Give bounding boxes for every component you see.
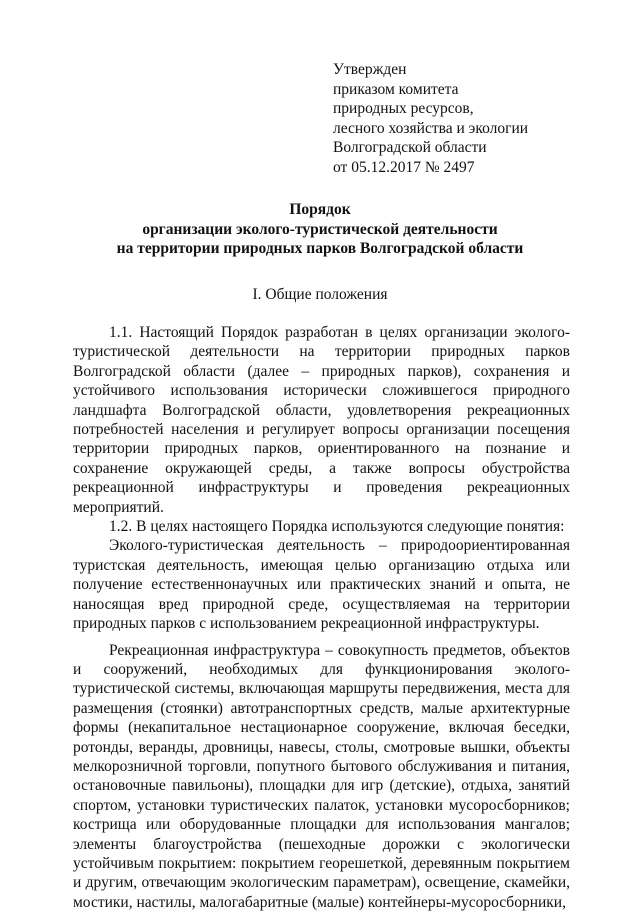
approval-line: Утвержден bbox=[333, 60, 613, 80]
title-line: Порядок bbox=[60, 200, 580, 220]
approval-line: Волгоградской области bbox=[333, 138, 613, 158]
approval-line: лесного хозяйства и экологии bbox=[333, 119, 613, 139]
title-line: на территории природных парков Волгоградской области bbox=[60, 239, 580, 259]
paragraph-eco-tourism-definition: Эколого-туристическая деятельность – природоориентированная туристская деятельность, имеющая целью организацию отдыха или получение естественнонаучных или практических знаний и опыта, не наносящая вред природной среде, осуществляемая на территории природных парков с использованием рекреационной инфраструктуры. bbox=[73, 536, 570, 633]
document-title bbox=[60, 200, 580, 259]
title-line: организации эколого-туристической деятельности bbox=[60, 220, 580, 240]
approval-line: природных ресурсов, bbox=[333, 99, 613, 119]
section-heading: I. Общие положения bbox=[60, 285, 580, 305]
paragraph-1-1: 1.1. Настоящий Порядок разработан в целях организации эколого-туристической деятельности на территории природных парков Волгоградской области (далее – природных парков), сохранения и устойчивого использования исторически сложившегося природного ландшафта Волгоградской области, удовлетворения рекреационных потребностей населения и регулирует вопросы организации посещения территории природных парков, ориентированного на познание и сохранение окружающей среды, а также вопросы обустройства рекреационной инфраструктуры и проведения рекреационных мероприятий. bbox=[73, 323, 570, 517]
approval-line: приказом комитета bbox=[333, 80, 613, 100]
paragraph-recreation-infrastructure-definition: Рекреационная инфраструктура – совокупность предметов, объектов и сооружений, необходимых для функционирования эколого-туристической системы, включающая маршруты передвижения, места для размещения (стоянки) автотранспортных средств, малые архитектурные формы (некапитальное нестационарное сооружение, включая беседки, ротонды, веранды, дровницы, навесы, столы, смотровые вышки, объекты мелкорозничной торговли, попутного бытового обслуживания и питания, остановочные павильоны), площадки для игр (детские), отдыха, занятий спортом, установки туристических палаток, установки мусоросборников; кострища или оборудованные площадки для использования мангалов; элементы благоустройства (пешеходные дорожки с экологически устойчивым покрытием: покрытием георешеткой, деревянным покрытием и другим, отвечающим экологическим параметрам), освещение, скамейки, мостики, настилы, малогабаритные (малые) контейнеры-мусоросборники, bbox=[73, 641, 570, 912]
approval-block bbox=[333, 60, 613, 177]
approval-line: от 05.12.2017 № 2497 bbox=[333, 158, 613, 178]
body-text bbox=[73, 323, 570, 912]
paragraph-1-2: 1.2. В целях настоящего Порядка используются следующие понятия: bbox=[73, 517, 570, 536]
